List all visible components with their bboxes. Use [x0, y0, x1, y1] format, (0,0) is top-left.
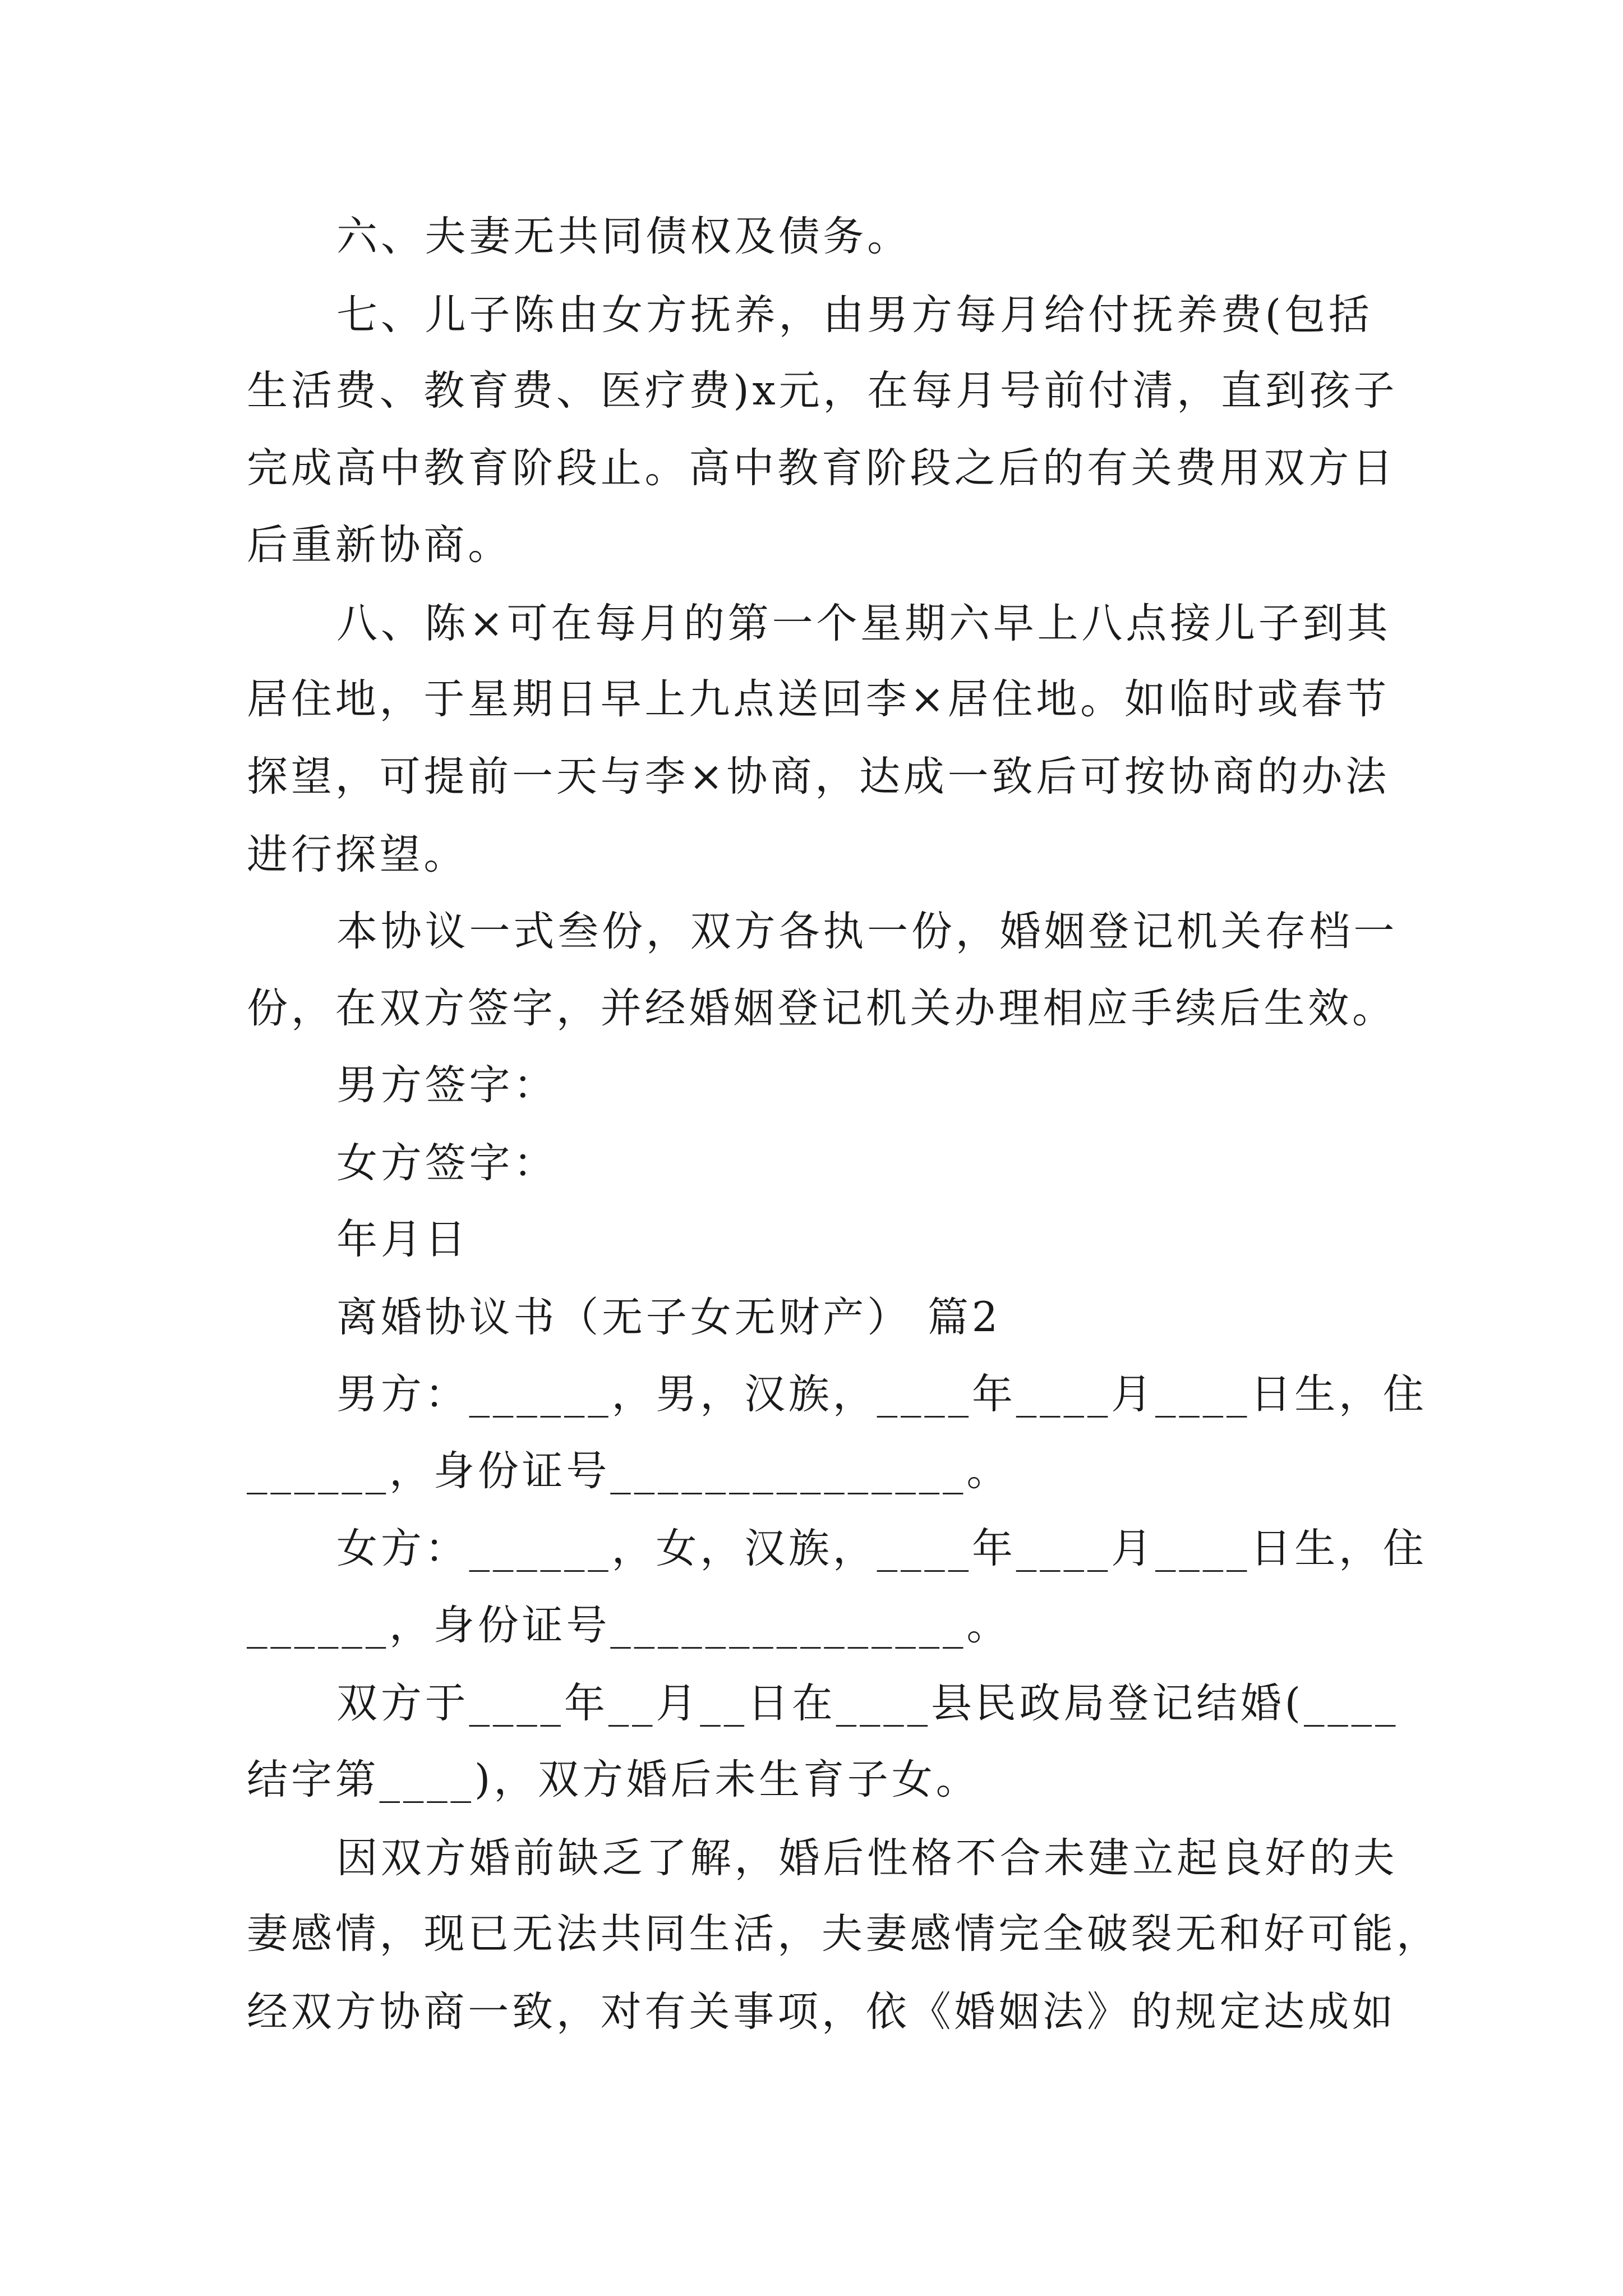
section-title: 离婚协议书（无子女无财产） 篇2: [336, 1294, 1002, 1341]
text-line: 进行探望。: [247, 831, 468, 878]
text-line: 经双方协商一致，对有关事项，依《婚姻法》的规定达成如: [247, 1988, 1396, 2036]
date-line: 年月日: [336, 1216, 469, 1263]
text-line: 男方：______，男，汉族，____年____月____日生，住: [336, 1370, 1427, 1418]
text-line: ______，身份证号_______________。: [247, 1602, 1011, 1649]
text-line: 居住地，于星期日早上九点送回李×居住地。如临时或春节: [247, 675, 1390, 723]
text-line: 份，在双方签字，并经婚姻登记机关办理相应手续后生效。: [247, 984, 1396, 1032]
text-line: 结字第____)，双方婚后未生育子女。: [247, 1756, 980, 1803]
signature-line-female: 女方签字：: [336, 1139, 558, 1187]
text-line: 妻感情，现已无法共同生活，夫妻感情完全破裂无和好可能，: [247, 1910, 1441, 1958]
text-line: 探望，可提前一天与李×协商，达成一致后可按协商的办法: [247, 753, 1390, 800]
text-line: 女方：______，女，汉族，____年____月____日生，住: [336, 1525, 1427, 1572]
text-line: 生活费、教育费、医疗费)x元，在每月号前付清，直到孩子: [247, 367, 1398, 415]
text-line: 本协议一式叁份，双方各执一份，婚姻登记机关存档一: [336, 908, 1398, 955]
text-line: 完成高中教育阶段止。高中教育阶段之后的有关费用双方日: [247, 444, 1396, 492]
text-line: 因双方婚前缺乏了解，婚后性格不合未建立起良好的夫: [336, 1834, 1398, 1882]
signature-line-male: 男方签字：: [336, 1061, 558, 1109]
text-line: 六、夫妻无共同债权及债务。: [336, 213, 911, 260]
text-line: 七、儿子陈由女方抚养，由男方每月给付抚养费(包括: [336, 291, 1373, 339]
text-line: ______，身份证号_______________。: [247, 1447, 1011, 1495]
text-line: 八、陈×可在每月的第一个星期六早上八点接儿子到其: [336, 600, 1391, 647]
text-line: 双方于____年__月__日在____县民政局登记结婚(____: [336, 1680, 1399, 1727]
text-line: 后重新协商。: [247, 521, 513, 569]
